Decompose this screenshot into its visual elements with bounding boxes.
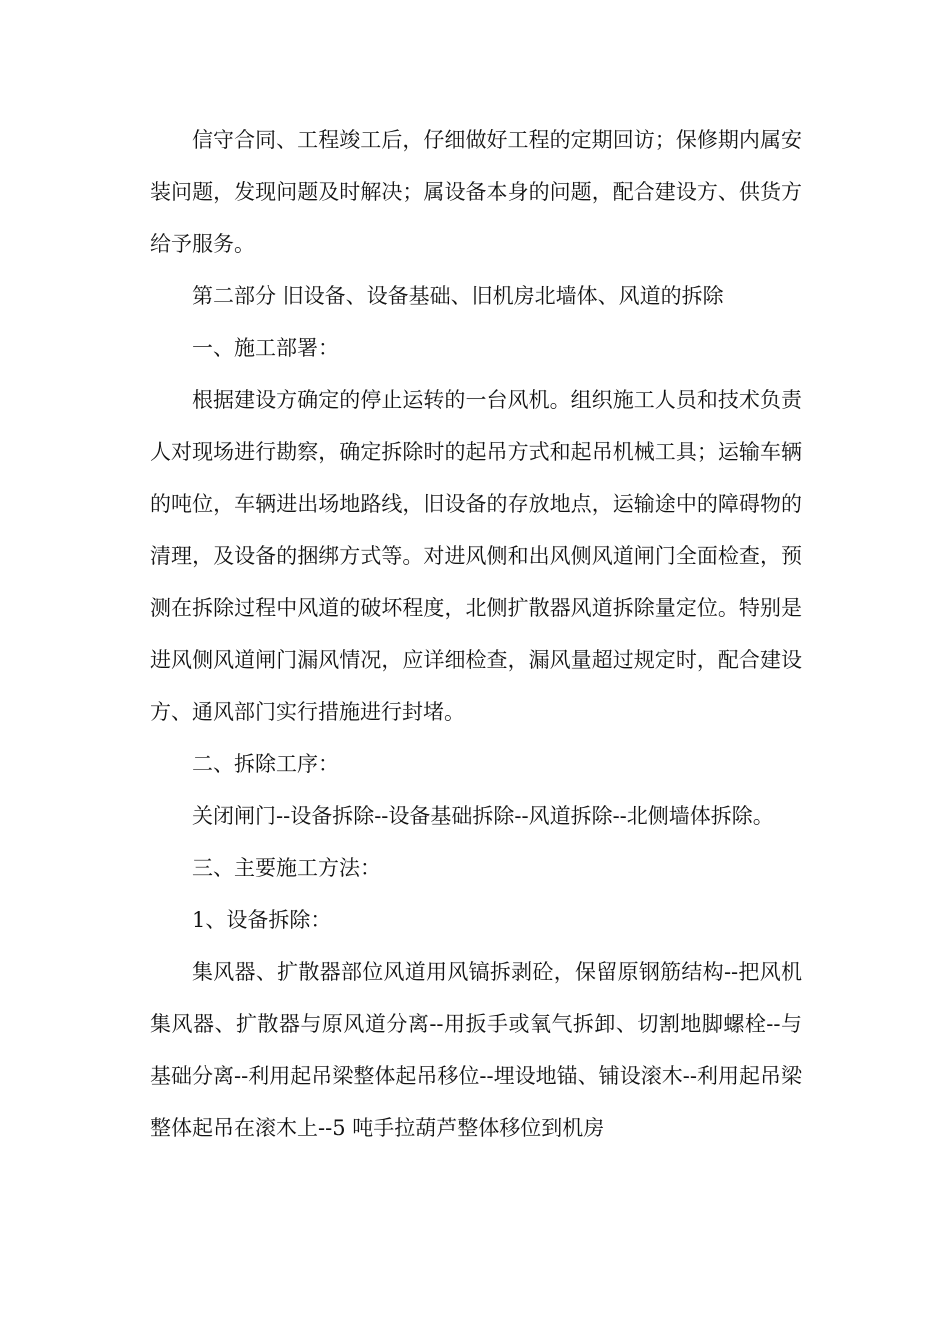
heading-procedure: 二、拆除工序： — [192, 752, 339, 776]
heading-deployment: 一、施工部署： — [192, 336, 339, 360]
paragraph-warranty: 信守合同、工程竣工后，仔细做好工程的定期回访；保修期内属安装问题，发现问题及时解决；属设备本身的问题，配合建设方、供货方给予服务。 — [150, 128, 802, 256]
paragraph-procedure: 关闭闸门--设备拆除--设备基础拆除--风道拆除--北侧墙体拆除。 — [192, 804, 774, 828]
paragraph-equipment-removal: 集风器、扩散器部位风道用风镐拆剥砼，保留原钢筋结构--把风机集风器、扩散器与原风道分离--用扳手或氧气拆卸、切割地脚螺栓--与基础分离--利用起吊梁整体起吊移位--埋设地锚、铺设滚木--利用起吊梁整体起吊在滚木上--5 吨手拉葫芦整体移位到机房 — [150, 960, 802, 1140]
paragraph-deployment: 根据建设方确定的停止运转的一台风机。组织施工人员和技术负责人对现场进行勘察，确定拆除时的起吊方式和起吊机械工具；运输车辆的吨位，车辆进出场地路线，旧设备的存放地点，运输途中的障碍物的清理，及设备的捆绑方式等。对进风侧和出风侧风道闸门全面检查，预测在拆除过程中风道的破坏程度，北侧扩散器风道拆除量定位。特别是进风侧风道闸门漏风情况，应详细检查，漏风量超过规定时，配合建设方、通风部门实行措施进行封堵。 — [150, 388, 802, 724]
section-title-part-two: 第二部分 旧设备、设备基础、旧机房北墙体、风道的拆除 — [192, 284, 724, 308]
heading-equipment-removal: 1、设备拆除： — [192, 908, 332, 932]
heading-methods: 三、主要施工方法： — [192, 856, 381, 880]
document-body — [150, 114, 802, 1154]
